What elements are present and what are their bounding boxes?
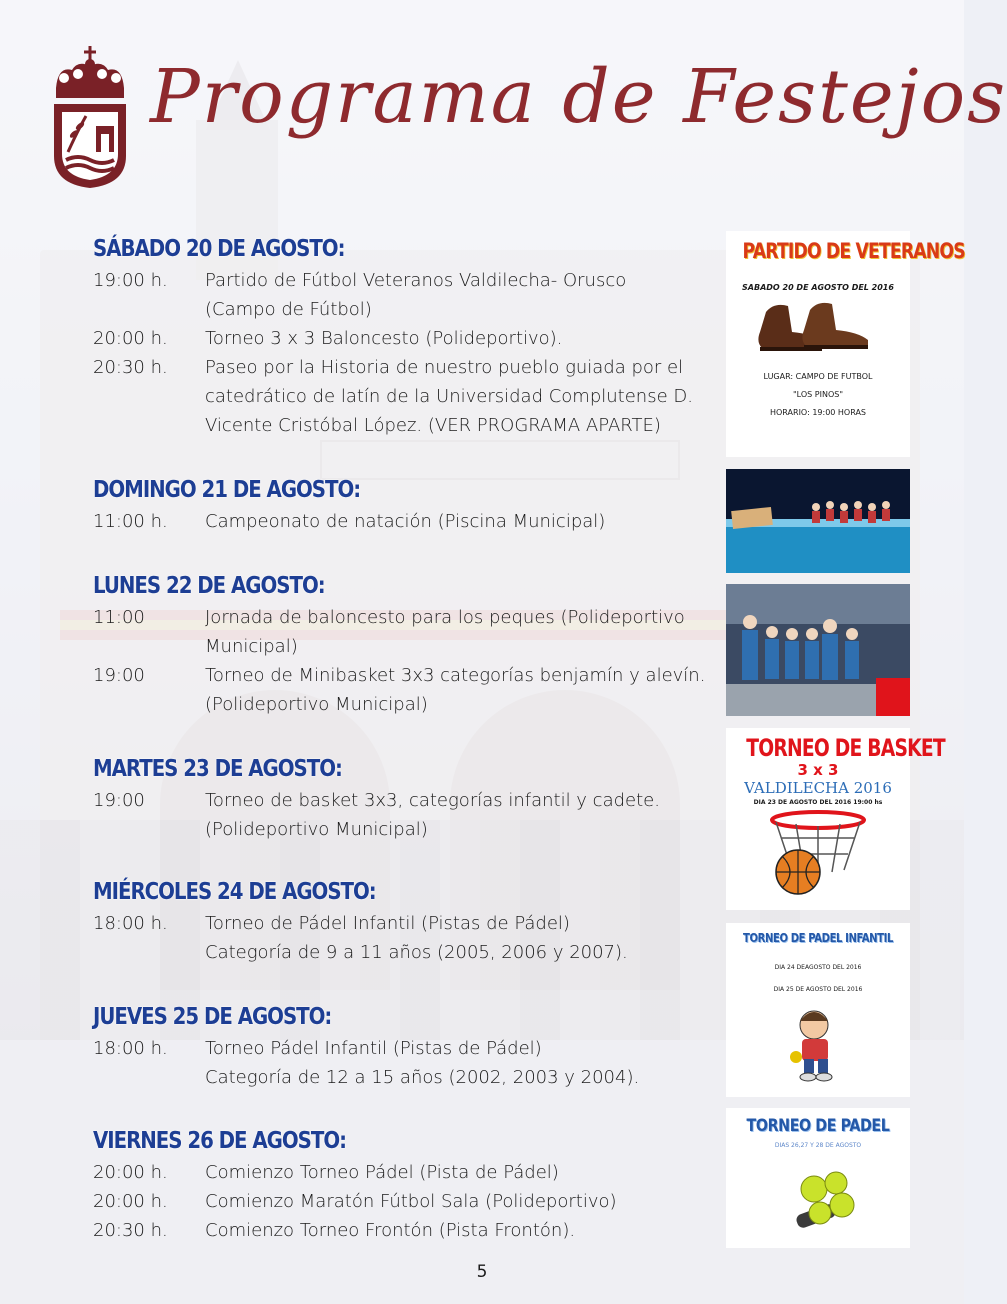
event-row <box>93 507 723 536</box>
event-row <box>93 1034 723 1092</box>
event-text: Torneo Pádel Infantil (Pistas de Pádel) <box>205 1038 542 1059</box>
event-text: Torneo de Minibasket 3x3 categorías benjamín y alevín. <box>205 665 706 686</box>
football-boots-image <box>726 292 910 358</box>
poster-place: LUGAR: CAMPO DE FUTBOL <box>763 372 873 381</box>
padel-balls-icon <box>726 1149 910 1239</box>
event-text: Torneo de basket 3x3, categorías infantil y cadete. <box>205 790 660 811</box>
poster-title: TORNEO DE PADEL INFANTIL <box>743 931 893 945</box>
event-row <box>93 909 723 967</box>
event-time: 20:00 h. <box>93 1162 168 1183</box>
day-heading: LUNES 22 DE AGOSTO: <box>93 573 325 599</box>
event-text: (Polideportivo Municipal) <box>205 694 428 715</box>
event-time: 18:00 h. <box>93 1038 168 1059</box>
day-block-jueves <box>93 1000 723 1092</box>
event-text: (Campo de Fútbol) <box>205 299 372 320</box>
event-time: 19:00 h. <box>93 270 168 291</box>
day-heading: SÁBADO 20 DE AGOSTO: <box>93 236 345 262</box>
basketball-kids-photo <box>726 584 910 716</box>
event-text: Comienzo Torneo Frontón (Pista Frontón). <box>205 1220 576 1241</box>
day-block-domingo <box>93 473 723 536</box>
event-text: Campeonato de natación (Piscina Municipal) <box>205 511 606 532</box>
day-block-lunes <box>93 569 723 719</box>
event-time: 19:00 <box>93 790 145 811</box>
event-text: Torneo 3 x 3 Baloncesto (Polideportivo). <box>205 328 563 349</box>
event-text: Categoría de 9 a 11 años (2005, 2006 y 2007). <box>205 942 628 963</box>
poster-date: SABADO 20 DE AGOSTO DEL 2016 <box>742 283 894 292</box>
event-time: 20:00 h. <box>93 1191 168 1212</box>
poster-padel <box>726 1108 910 1248</box>
poster-place-name: "LOS PINOS" <box>793 390 843 399</box>
poster-town: VALDILECHA 2016 <box>744 779 892 797</box>
event-text: Jornada de baloncesto para los peques (Polideportivo <box>205 607 685 628</box>
event-time: 11:00 <box>93 607 145 628</box>
event-text: (Polideportivo Municipal) <box>205 819 428 840</box>
day-heading: MIÉRCOLES 24 DE AGOSTO: <box>93 879 376 905</box>
coat-of-arms-logo <box>48 44 132 190</box>
day-block-sabado <box>93 232 723 440</box>
event-row <box>93 1216 723 1245</box>
event-time: 20:00 h. <box>93 328 168 349</box>
poster-format: 3 x 3 <box>797 761 839 779</box>
event-time: 11:00 h. <box>93 511 168 532</box>
poster-padel-infantil <box>726 923 910 1097</box>
poster-hour: HORARIO: 19:00 HORAS <box>769 408 867 417</box>
day-heading: DOMINGO 21 DE AGOSTO: <box>93 477 361 503</box>
event-row <box>93 324 723 353</box>
day-heading: VIERNES 26 DE AGOSTO: <box>93 1128 347 1154</box>
event-text: catedrático de latín de la Universidad Complutense D. <box>205 386 693 407</box>
event-row <box>93 786 723 844</box>
event-text: Municipal) <box>205 636 298 657</box>
event-text: Partido de Fútbol Veteranos Valdilecha- Orusco <box>205 270 627 291</box>
poster-veteranos <box>726 231 965 457</box>
page-number: 5 <box>476 1262 488 1282</box>
poster-title: TORNEO DE PADEL <box>746 1116 890 1136</box>
poster-dates: DIAS 26,27 Y 28 DE AGOSTO <box>774 1142 862 1149</box>
event-text: Categoría de 12 a 15 años (2002, 2003 y 2004). <box>205 1067 640 1088</box>
event-text: Comienzo Maratón Fútbol Sala (Polideportivo) <box>205 1191 617 1212</box>
event-row <box>93 353 723 440</box>
day-heading: MARTES 23 DE AGOSTO: <box>93 756 342 782</box>
event-row <box>93 1158 723 1187</box>
poster-title: PARTIDO DE VETERANOS <box>742 239 965 263</box>
event-time: 20:30 h. <box>93 1220 168 1241</box>
day-heading: JUEVES 25 DE AGOSTO: <box>93 1004 332 1030</box>
event-text: Vicente Cristóbal López. (VER PROGRAMA APARTE) <box>205 415 661 436</box>
event-time: 20:30 h. <box>93 357 168 378</box>
poster-title: TORNEO DE BASKET <box>746 734 945 762</box>
day-block-martes <box>93 752 723 844</box>
poster-date-1: DIA 24 DEAGOSTO DEL 2016 <box>774 964 862 971</box>
poster-basket <box>726 728 945 910</box>
event-text: Comienzo Torneo Pádel (Pista de Pádel) <box>205 1162 559 1183</box>
event-row <box>93 661 723 719</box>
day-block-miercoles <box>93 875 723 967</box>
basketball-hoop-icon <box>726 808 910 900</box>
event-row <box>93 266 723 324</box>
swimming-photo <box>726 469 910 573</box>
event-time: 18:00 h. <box>93 913 168 934</box>
event-text: Torneo de Pádel Infantil (Pistas de Pádel) <box>205 913 570 934</box>
poster-date: DIA 23 DE AGOSTO DEL 2016 19:00 hs <box>753 799 883 806</box>
event-time: 19:00 <box>93 665 145 686</box>
event-row <box>93 1187 723 1216</box>
kid-player-icon <box>726 1001 910 1091</box>
day-block-viernes <box>93 1124 723 1245</box>
page-title: Programa de Festejos <box>150 54 1007 140</box>
poster-date-2: DIA 25 DE AGOSTO DEL 2016 <box>773 986 863 993</box>
event-text: Paseo por la Historia de nuestro pueblo guiada por el <box>205 357 684 378</box>
event-row <box>93 603 723 661</box>
